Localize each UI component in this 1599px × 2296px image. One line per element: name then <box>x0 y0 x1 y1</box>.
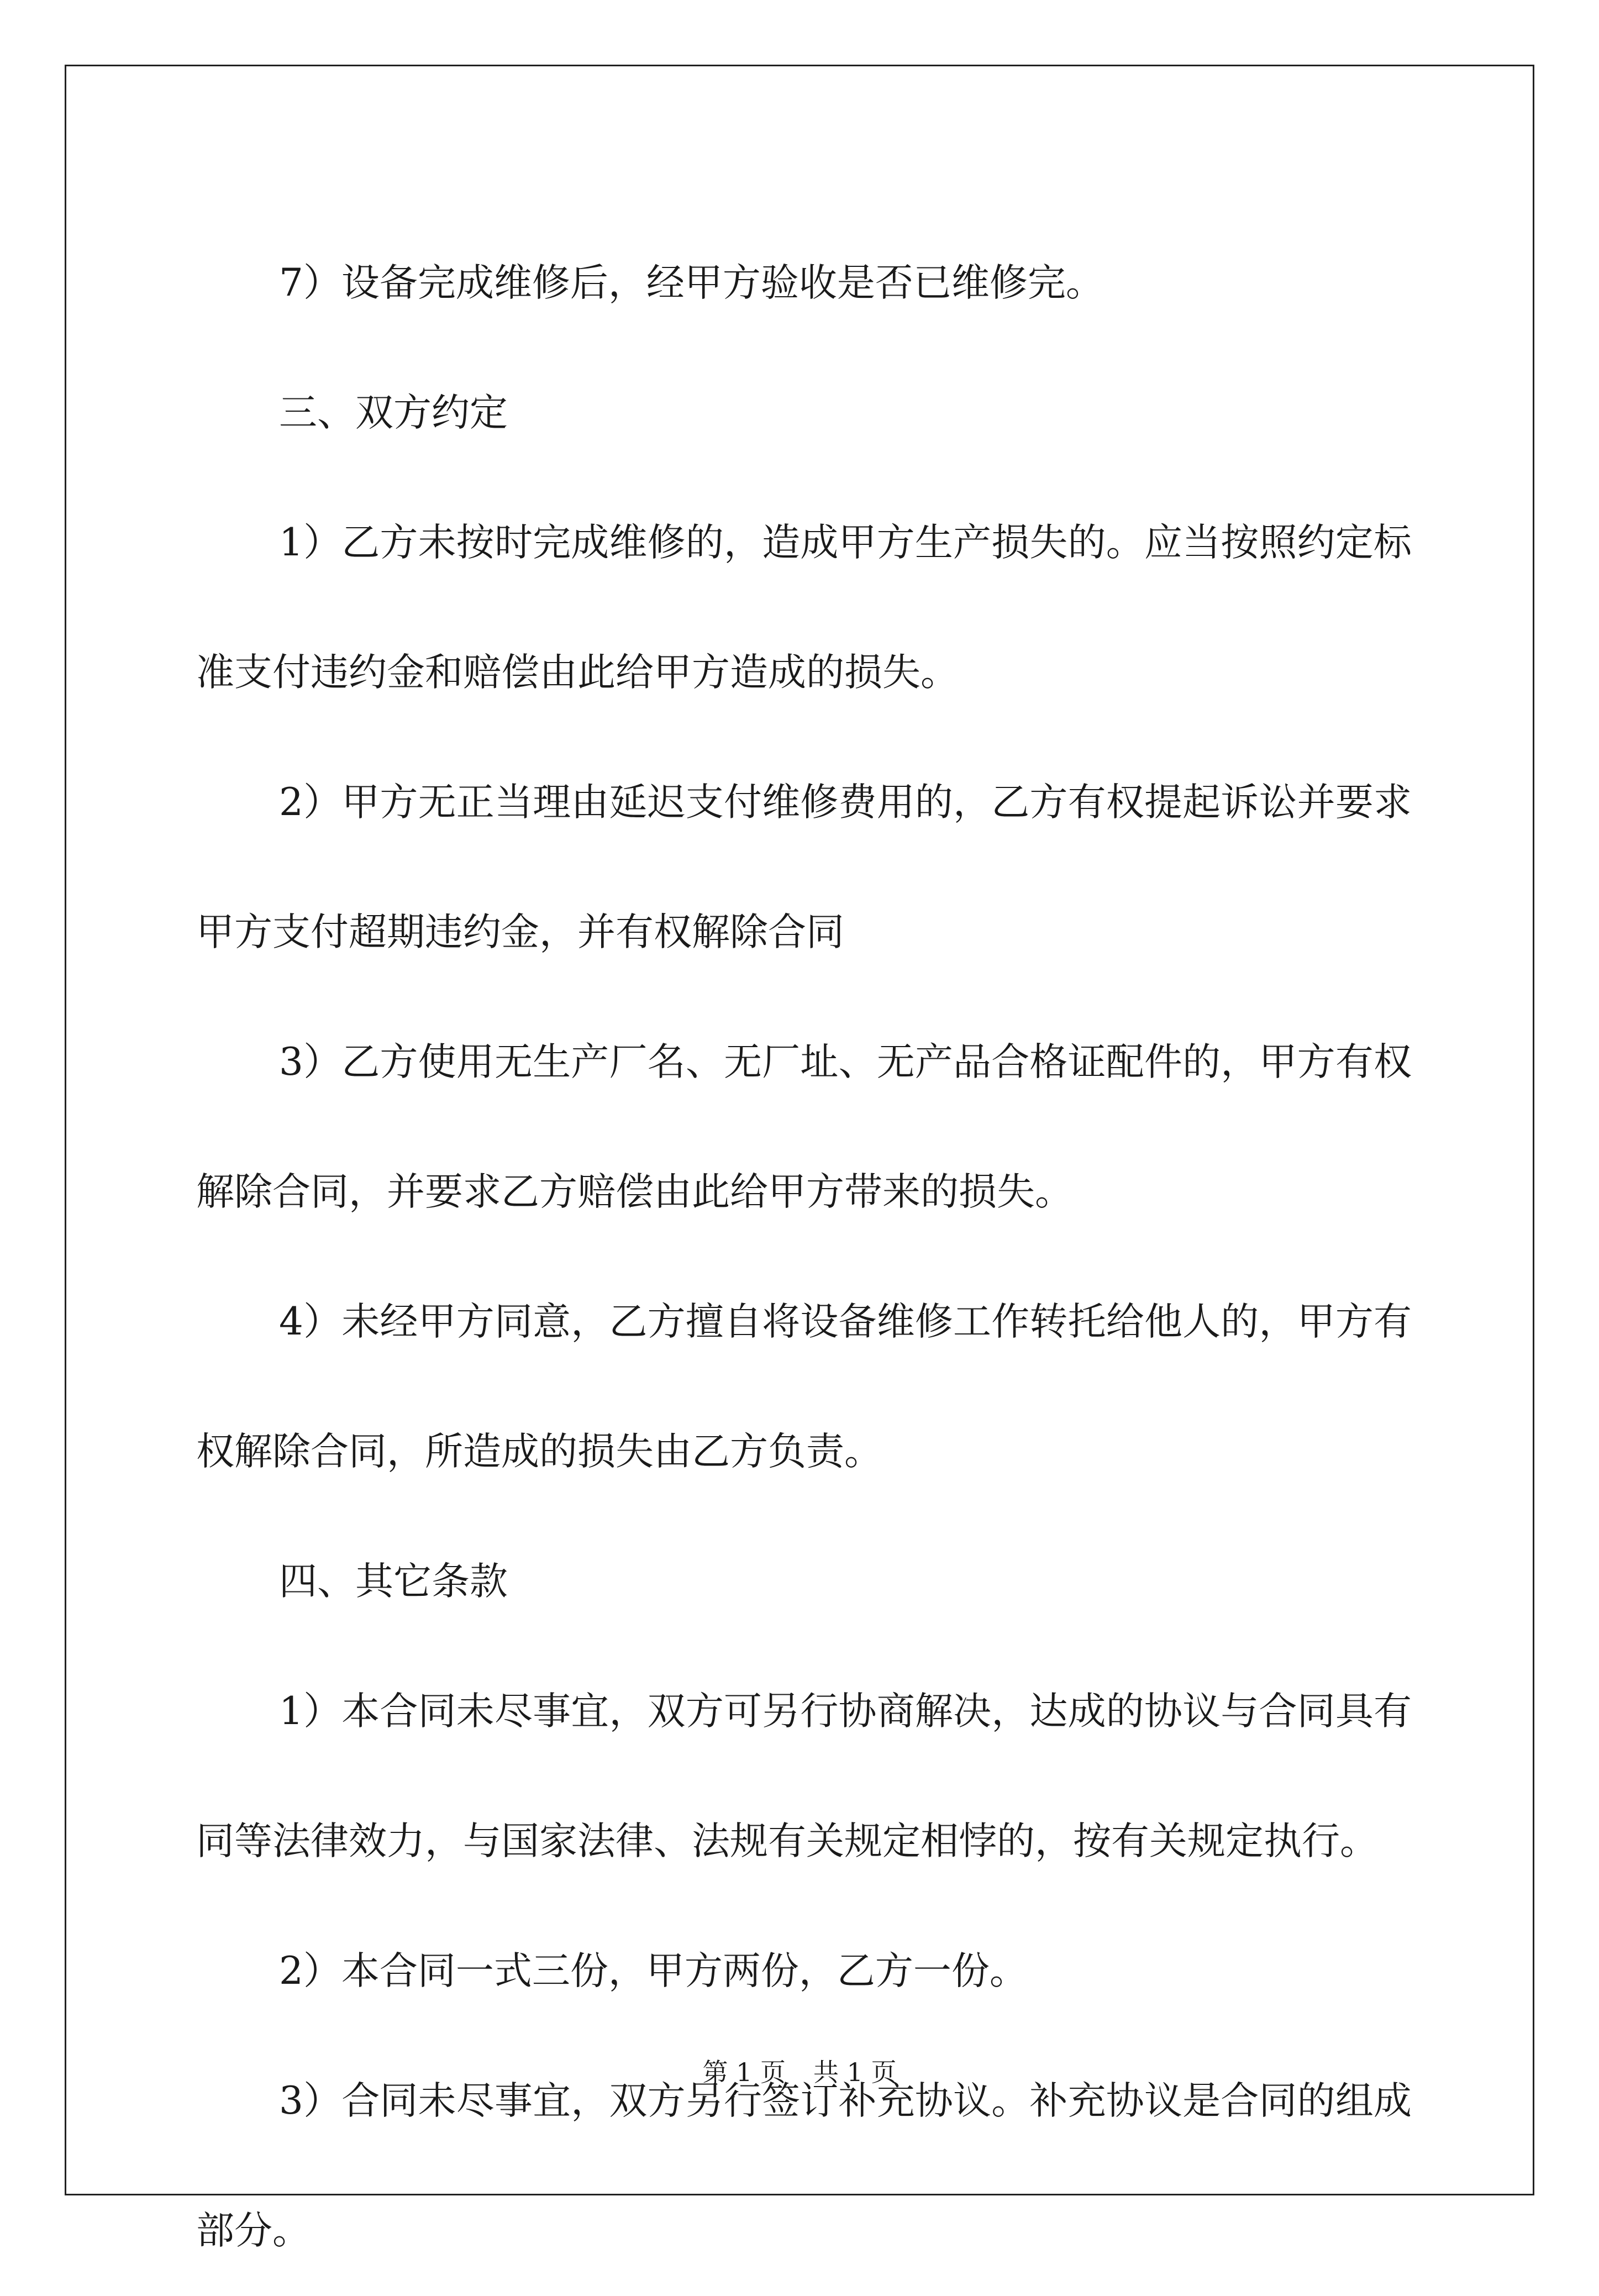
page-number: 第 1 页 <box>702 2057 786 2087</box>
page-footer <box>0 2056 1599 2089</box>
paragraph-agreement-3: 3）乙方使用无生产厂名、无厂址、无产品合格证配件的，甲方有权解除合同，并要求乙方赔偿由此给甲方带来的损失。 <box>196 1040 1412 1214</box>
section-heading-mutual-agreement: 三、双方约定 <box>279 391 508 435</box>
paragraph-agreement-2: 2）甲方无正当理由延迟支付维修费用的，乙方有权提起诉讼并要求甲方支付超期违约金，并有权解除合同 <box>196 780 1412 954</box>
paragraph-other-1: 1）本合同未尽事宜，双方可另行协商解决，达成的协议与合同具有同等法律效力，与国家法律、法规有关规定相悖的，按有关规定执行。 <box>196 1689 1412 1863</box>
paragraph-other-2: 2）本合同一式三份，甲方两份，乙方一份。 <box>279 1949 1028 1993</box>
paragraph-agreement-1: 1）乙方未按时完成维修的，造成甲方生产损失的。应当按照约定标准支付违约金和赔偿由此给甲方造成的损失。 <box>196 521 1412 695</box>
document-body <box>196 218 1412 2296</box>
section-heading-other-terms: 四、其它条款 <box>279 1559 508 1604</box>
page-total: 共 1 页 <box>813 2057 897 2087</box>
paragraph-other-3: 3）合同未尽事宜，双方另行签订补充协议。补充协议是合同的组成部分。 <box>196 2079 1412 2253</box>
paragraph-agreement-4: 4）未经甲方同意，乙方擅自将设备维修工作转托给他人的，甲方有权解除合同，所造成的损失由乙方负责。 <box>196 1300 1412 1474</box>
paragraph-item-7: 7）设备完成维修后，经甲方验收是否已维修完。 <box>279 261 1104 305</box>
